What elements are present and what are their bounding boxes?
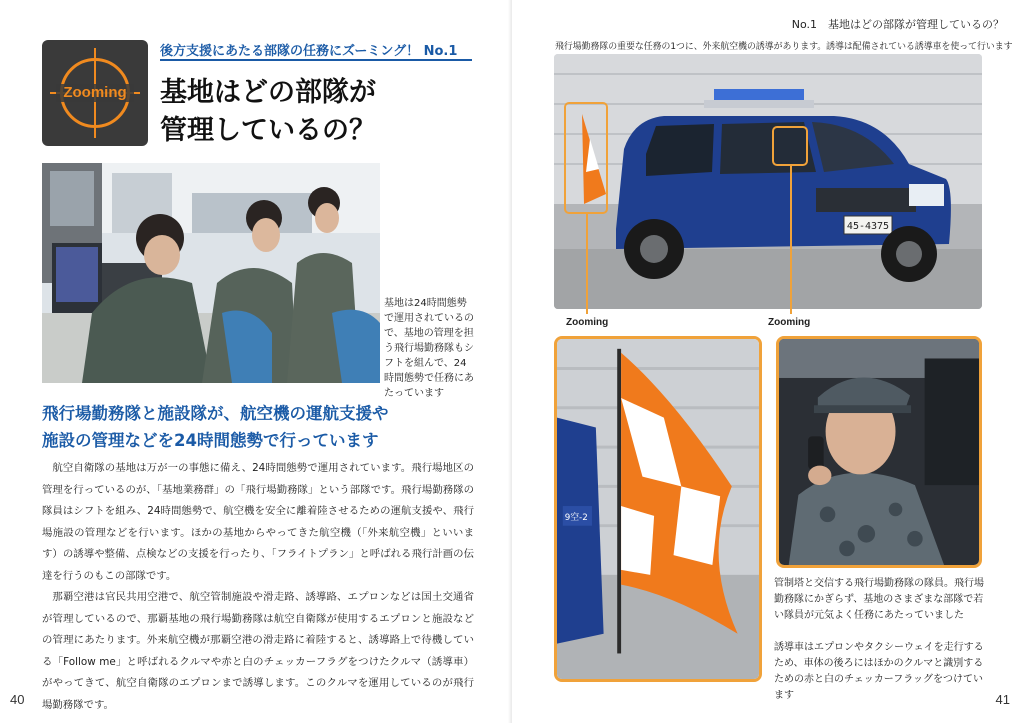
body-text [42, 458, 474, 716]
zooming-tag-driver: Zooming [768, 317, 811, 328]
flag-callout-box [564, 102, 608, 214]
zooming-tag-flag: Zooming [566, 317, 609, 328]
follow-me-vehicle-photo [554, 54, 982, 309]
zooming-logo-label: Zooming [56, 84, 134, 102]
page-number-right: 41 [995, 692, 1010, 707]
page-title [160, 74, 376, 150]
license-plate: 45-4375 [846, 221, 890, 232]
operations-room-photo [42, 163, 380, 383]
series-subtitle: 後方支援にあたる部隊の任務にズーミング！ No.1 [160, 44, 458, 59]
page-number-left: 40 [10, 692, 25, 707]
crew-member-photo [776, 336, 982, 568]
driver-callout-box [772, 126, 808, 166]
section-heading [42, 400, 482, 454]
body-paragraph-1: 航空自衛隊の基地は万が一の事態に備え、24時間態勢で運用されています。飛行場地区の管理を行っているのが、「基地業務群」の「飛行場勤務隊」という部隊です。飛行場勤務隊の隊員はシフトを組み、24時間態勢で、航空機を安全に離着陸させるための運航支援や、飛行場施設の管理などを行います。ほかの基地からやってきた航空機（「外来航空機」といいます）の誘導や整備、点検などの支援を行ったり、「フライトプラン」と呼ばれる飛行計画の伝達を行うのもこの部隊です。 [42, 462, 474, 582]
subtitle-underline [160, 59, 472, 61]
section-heading-line-2: 施設の管理などを24時間態勢で行っています [42, 431, 379, 450]
flag-callout-line [586, 214, 588, 314]
section-heading-line-1: 飛行場勤務隊と施設隊が、航空機の運航支援や [42, 404, 389, 423]
driver-callout-line [790, 166, 792, 314]
checker-flag-photo [554, 336, 762, 682]
zooming-logo [42, 40, 148, 146]
title-line-1: 基地はどの部隊が [160, 77, 376, 108]
right-page [512, 0, 1024, 723]
crew-photo-caption: 管制塔と交信する飛行場勤務隊の隊員。飛行場勤務隊にかぎらず、基地のさまざまな部隊で若い隊員が元気よく任務にあたっていました [774, 578, 984, 621]
flag-photo-caption: 誘導車はエプロンやタクシーウェイを走行するため、車体の後ろにはほかのクルマと識別するための赤と白のチェッカーフラッグをつけています [774, 642, 984, 701]
operations-photo-caption: 基地は24時間態勢で運用されているので、基地の管理を担う飛行場勤務隊もシフトを組んで、24時間態勢で任務にあたっています [384, 298, 474, 399]
body-paragraph-2: 那覇空港は官民共用空港で、航空管制施設や滑走路、誘導路、エプロンなどは国土交通省が管理しているので、那覇基地の飛行場勤務隊は航空自衛隊が使用するエプロンと施設などの管理にあたります。外来航空機が那覇空港の滑走路に着陸すると、誘導路上で待機している「Follow me」と呼ばれるクルマや赤と白のチェッカーフラグをつけたクルマ（誘導車）がやってきて、航空自衛隊のエプロンまで誘導します。このクルマを運用しているのが飛行場勤務隊です。 [42, 591, 474, 711]
vehicle-photo-caption: 飛行場勤務隊の重要な任務の1つに、外来航空機の誘導があります。誘導は配備されている誘導車を使って行います [555, 42, 1013, 52]
running-head: No.1 基地はどの部隊が管理しているの？ [791, 18, 1004, 31]
title-line-2: 管理しているの？ [160, 115, 376, 146]
vehicle-marking: 9空-2 [564, 512, 588, 523]
